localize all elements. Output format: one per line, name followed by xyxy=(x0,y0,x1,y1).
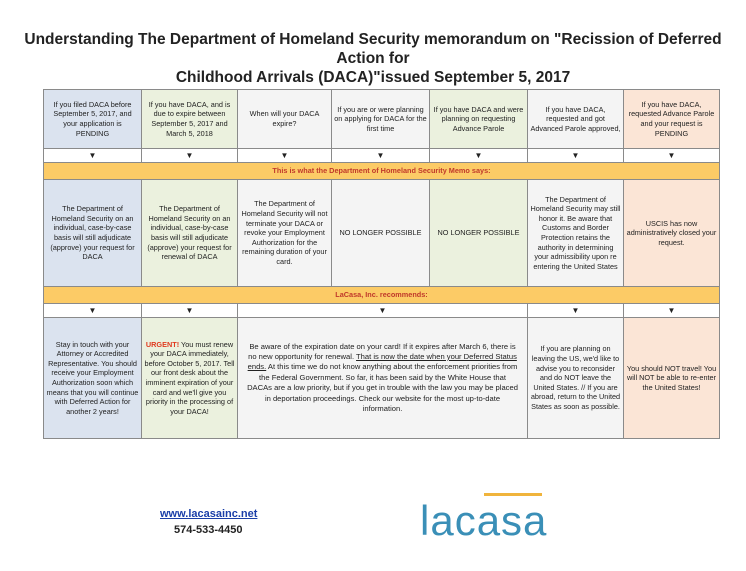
recommend-cell: You should NOT travel! You will NOT be able to re-enter the United States! xyxy=(624,318,720,439)
daca-info-table xyxy=(43,89,720,439)
down-arrow-icon: ▼ xyxy=(624,304,720,318)
recommend-cell: If you are planning on leaving the US, we'd like to advise you to reconsider and do NOT leave the United States. // If you are abroad, return to the United States as soon as possible. xyxy=(528,318,624,439)
memo-cell: The Department of Homeland Security will not terminate your DACA or revoke your Employment Authorization for the remaining duration of your card. xyxy=(238,180,332,287)
lacasa-logo-graphic xyxy=(418,491,578,547)
down-arrow-icon: ▼ xyxy=(44,304,142,318)
down-arrow-icon: ▼ xyxy=(142,304,238,318)
question-cell: If you are or were planning on applying for DACA for the first time xyxy=(332,90,430,149)
page-title xyxy=(10,30,736,87)
question-cell: If you have DACA, requested and got Advanced Parole approved, xyxy=(528,90,624,149)
memo-cell: USCIS has now administratively closed your request. xyxy=(624,180,720,287)
down-arrow-icon: ▼ xyxy=(624,149,720,163)
expiration-text-underlined: That is now the date when your Deferred Status ends. xyxy=(247,351,517,372)
recommend-row xyxy=(44,318,720,439)
question-cell: If you have DACA, and is due to expire between September 5, 2017 and March 5, 2018 xyxy=(142,90,238,149)
recommend-cell-urgent xyxy=(142,318,238,439)
expiration-text-1: Be aware of the expiration date on your card! If it expires after March 6, there is no new opportunity for renewal. xyxy=(248,341,516,361)
questions-row xyxy=(44,90,720,149)
title-line-1: Understanding The Department of Homeland Security memorandum on "Recission of Deferred Action for xyxy=(24,31,722,67)
question-cell: When will your DACA expire? xyxy=(238,90,332,149)
recommend-banner-row xyxy=(44,287,720,304)
memo-banner-row xyxy=(44,163,720,180)
memo-cell: The Department of Homeland Security on an individual, case-by-case basis will still adjudicate (approve) your request for DACA xyxy=(44,180,142,287)
down-arrow-icon: ▼ xyxy=(430,149,528,163)
question-cell: If you filed DACA before September 5, 2017, and your application is PENDING xyxy=(44,90,142,149)
title-line-2: Childhood Arrivals (DACA)"issued September 5, 2017 xyxy=(175,69,571,86)
arrow-row xyxy=(44,149,720,163)
down-arrow-icon: ▼ xyxy=(332,149,430,163)
memo-cell: The Department of Homeland Security may still honor it. Be aware that Customs and Border Protection retains the authority in determining your admissibility upon re entering the United States xyxy=(528,180,624,287)
urgent-label: URGENT! xyxy=(145,339,180,349)
svg-text:lacasa: lacasa xyxy=(420,497,548,544)
down-arrow-icon: ▼ xyxy=(528,149,624,163)
expiration-text-2: At this time we do not know anything about the enforcement priorities from the Federal Government. So far, it has been said by the White House that DACAs are a low priority, but if you get in trouble with the law you may be placed in deportation proceedings. Check our website for the most up-to-date information. xyxy=(247,362,518,414)
down-arrow-icon: ▼ xyxy=(142,149,238,163)
phone-number: 574-533-4450 xyxy=(174,524,243,536)
memo-banner: This is what the Department of Homeland Security Memo says: xyxy=(44,163,720,180)
memo-cell: NO LONGER POSSIBLE xyxy=(332,180,430,287)
down-arrow-icon: ▼ xyxy=(238,304,528,318)
memo-cell: The Department of Homeland Security on an individual, case-by-case basis will still adjudicate (approve) your request for renewal of DACA xyxy=(142,180,238,287)
down-arrow-icon: ▼ xyxy=(44,149,142,163)
question-cell: If you have DACA, requested Advance Parole and your request is PENDING xyxy=(624,90,720,149)
recommend-cell-wide xyxy=(238,318,528,439)
lacasa-logo xyxy=(418,491,578,552)
question-cell: If you have DACA and were planning on requesting Advance Parole xyxy=(430,90,528,149)
recommend-banner: LaCasa, Inc. recommends: xyxy=(44,287,720,304)
memo-row xyxy=(44,180,720,287)
urgent-text: You must renew your DACA immediately, before October 5, 2017. Tell our front desk about the imminent expiration of your card and we'll give you priority in the processing of your DACA! xyxy=(144,339,235,416)
website-link[interactable]: www.lacasainc.net xyxy=(160,508,258,520)
down-arrow-icon: ▼ xyxy=(238,149,332,163)
down-arrow-icon: ▼ xyxy=(528,304,624,318)
recommend-cell: Stay in touch with your Attorney or Accredited Representative. You should receive your Employment Authorization soon which means that you will continue with Deferred Action for another 2 years! xyxy=(44,318,142,439)
arrow-row-2 xyxy=(44,304,720,318)
memo-cell: NO LONGER POSSIBLE xyxy=(430,180,528,287)
